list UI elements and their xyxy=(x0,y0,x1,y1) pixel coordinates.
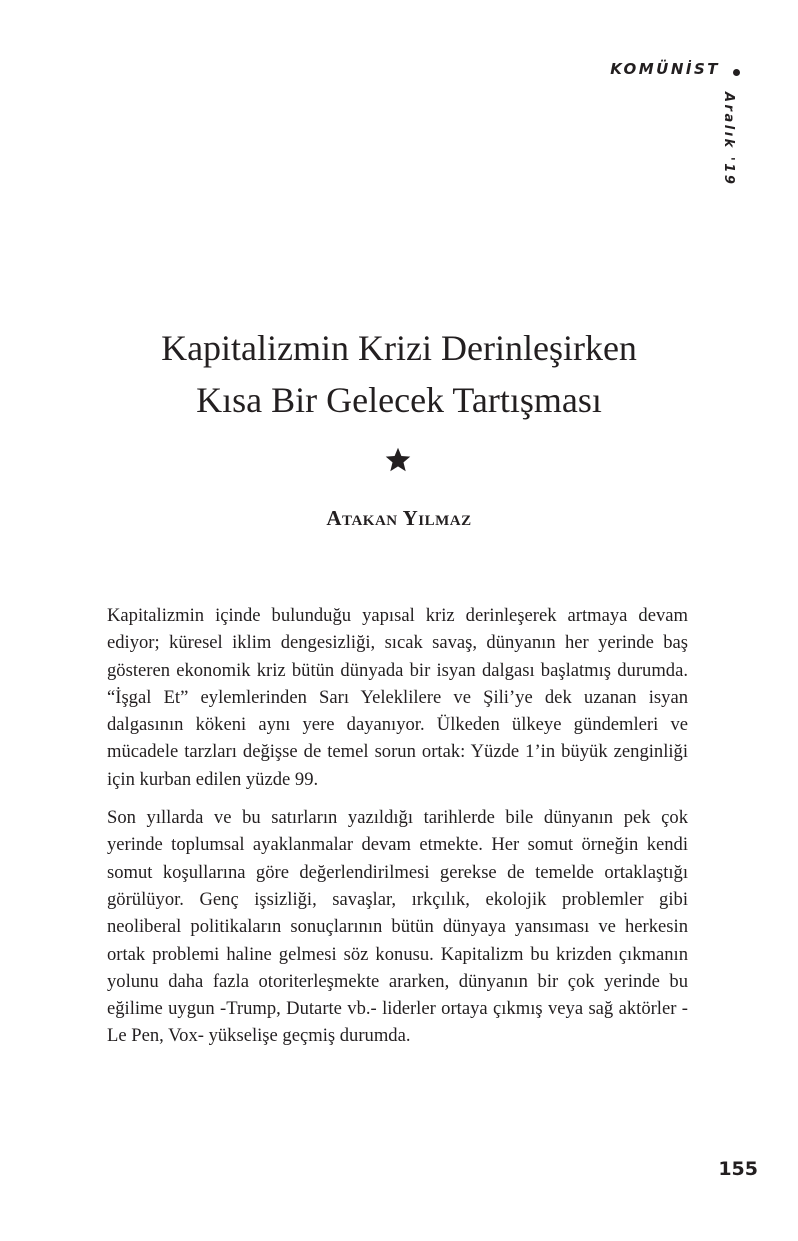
paragraph-1: Kapitalizmin içinde bulunduğu yapısal kriz derinleşerek artmaya devam ediyor; küresel iklim dengesizliği, sıcak savaş, dünyanın her yerinde baş gösteren ekonomik kriz bütün dünyada bir isyan dalgası başlatmış durumda. “İşgal Et” eylemlerinden Sarı Yeleklilere ve Şili’ye dek uzanan isyan dalgasının kökeni aynı yere dayanıyor. Ülkeden ülkeye gündemleri ve mücadele tarzları değişse de temel sorun ortak: Yüzde 1’in büyük zenginliği için kurban edilen yüzde 99. xyxy=(107,605,688,790)
author-name: Atakan Yılmaz xyxy=(326,506,472,530)
title-line-1: Kapitalizmin Krizi Derinleşirken xyxy=(161,328,637,368)
article-title xyxy=(60,322,738,426)
article-body xyxy=(107,602,688,1061)
journal-name: KOMÜNİST xyxy=(610,60,720,78)
title-line-2: Kısa Bir Gelecek Tartışması xyxy=(196,380,602,420)
issue-date: Aralık '19 xyxy=(721,92,736,187)
star-icon xyxy=(384,446,412,474)
page-number: 155 xyxy=(718,1158,758,1180)
running-header xyxy=(560,60,740,200)
paragraph-2: Son yıllarda ve bu satırların yazıldığı tarihlerde bile dünyanın pek çok yerinde toplumsal ayaklanmalar devam etmekte. Her somut örneğin kendi somut koşullarına göre değerlendirilmesi gerekse de temelde ortaklaştığı görülüyor. Genç işsizliği, savaşlar, ırkçılık, ekolojik problemler gibi neoliberal politikaların sonuçlarının bütün dünyaya yansıması ve herkesin ortak problemi haline gelmesi söz konusu. Kapitalizm bu krizden çıkmanın yolunu daha fazla otoriterleşmekte ararken, dünyanın bir çok yerinde bu eğilime uygun -Trump, Dutarte vb.- liderler ortaya çıkmış veya sağ aktörler -Le Pen, Vox- yükselişe geçmiş durumda. xyxy=(107,807,688,1047)
bullet-dot-icon xyxy=(733,69,740,76)
